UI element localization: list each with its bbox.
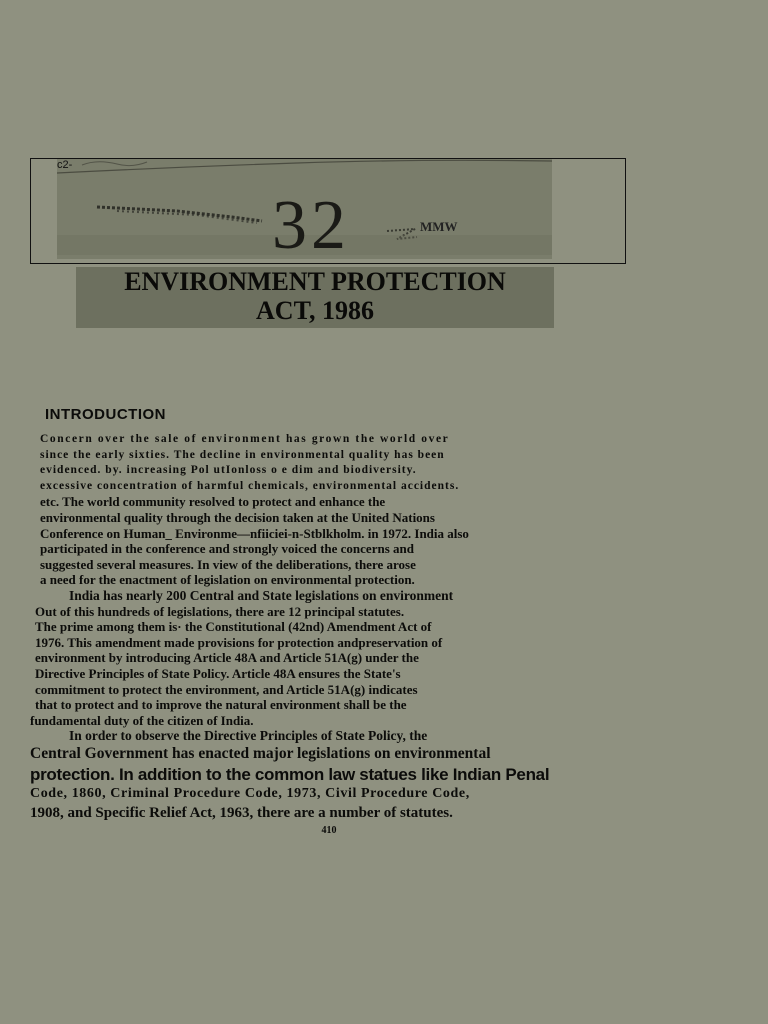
text-line: commitment to protect the environment, and Article 51A(g) indicates	[35, 681, 418, 697]
text-line: The prime among them is· the Constitutional (42nd) Amendment Act of	[35, 619, 432, 635]
corner-mark: c2-	[57, 159, 73, 171]
chapter-title	[76, 267, 554, 328]
stamp-text: MMW	[420, 219, 458, 234]
text-line: environmental quality through the decision taken at the United Nations	[40, 509, 435, 525]
text-line: Directive Principles of State Policy. Article 48A ensures the State's	[35, 665, 401, 681]
text-line: environment by introducing Article 48A and Article 51A(g) under the	[35, 650, 419, 666]
text-line: Code, 1860, Criminal Procedure Code, 1973, Civil Procedure Code,	[30, 785, 470, 801]
body-text	[30, 432, 622, 823]
text-line: In order to observe the Directive Principles of State Policy, the	[69, 728, 428, 744]
text-line: evidenced. by. increasing Pol utIonloss o e dim and biodiversity.	[40, 464, 417, 477]
page-number: 410	[321, 825, 337, 836]
text-line: fundamental duty of the citizen of India.	[30, 712, 254, 728]
text-line: participated in the conference and strongly voiced the concerns and	[40, 541, 414, 557]
chapter-number: 32	[272, 187, 350, 259]
text-line: India has nearly 200 Central and State legislations on environment	[69, 587, 454, 603]
section-heading: INTRODUCTION	[45, 406, 166, 423]
chapter-title-line-2: ACT, 1986	[256, 296, 374, 325]
chapter-title-line-1: ENVIRONMENT PROTECTION	[124, 267, 506, 296]
text-line: suggested several measures. In view of the deliberations, there arose	[40, 556, 416, 572]
text-line: etc. The world community resolved to protect and enhance the	[40, 494, 386, 510]
text-line: Out of this hundreds of legislations, there are 12 principal statutes.	[35, 603, 405, 619]
text-line: Concern over the sale of environment has grown the world over	[40, 433, 450, 445]
text-line: Central Government has enacted major legislations on environmental	[30, 744, 491, 762]
text-line: Conference on Human_ Environme—nfiiciei-n-Stblkholm. in 1972. India also	[40, 525, 469, 541]
chapter-banner-image	[57, 159, 552, 259]
text-line: protection. In addition to the common law statues like Indian Penal	[30, 764, 550, 784]
text-line: 1976. This amendment made provisions for protection andpreservation of	[35, 634, 443, 650]
text-line: 1908, and Specific Relief Act, 1963, there are a number of statutes.	[30, 804, 453, 821]
text-line: excessive concentration of harmful chemicals, environmental accidents.	[40, 479, 460, 492]
text-line: since the early sixties. The decline in environmental quality has been	[40, 448, 445, 461]
text-line: a need for the enactment of legislation on environmental protection.	[40, 572, 415, 588]
text-line: that to protect and to improve the natural environment shall be the	[35, 697, 407, 713]
